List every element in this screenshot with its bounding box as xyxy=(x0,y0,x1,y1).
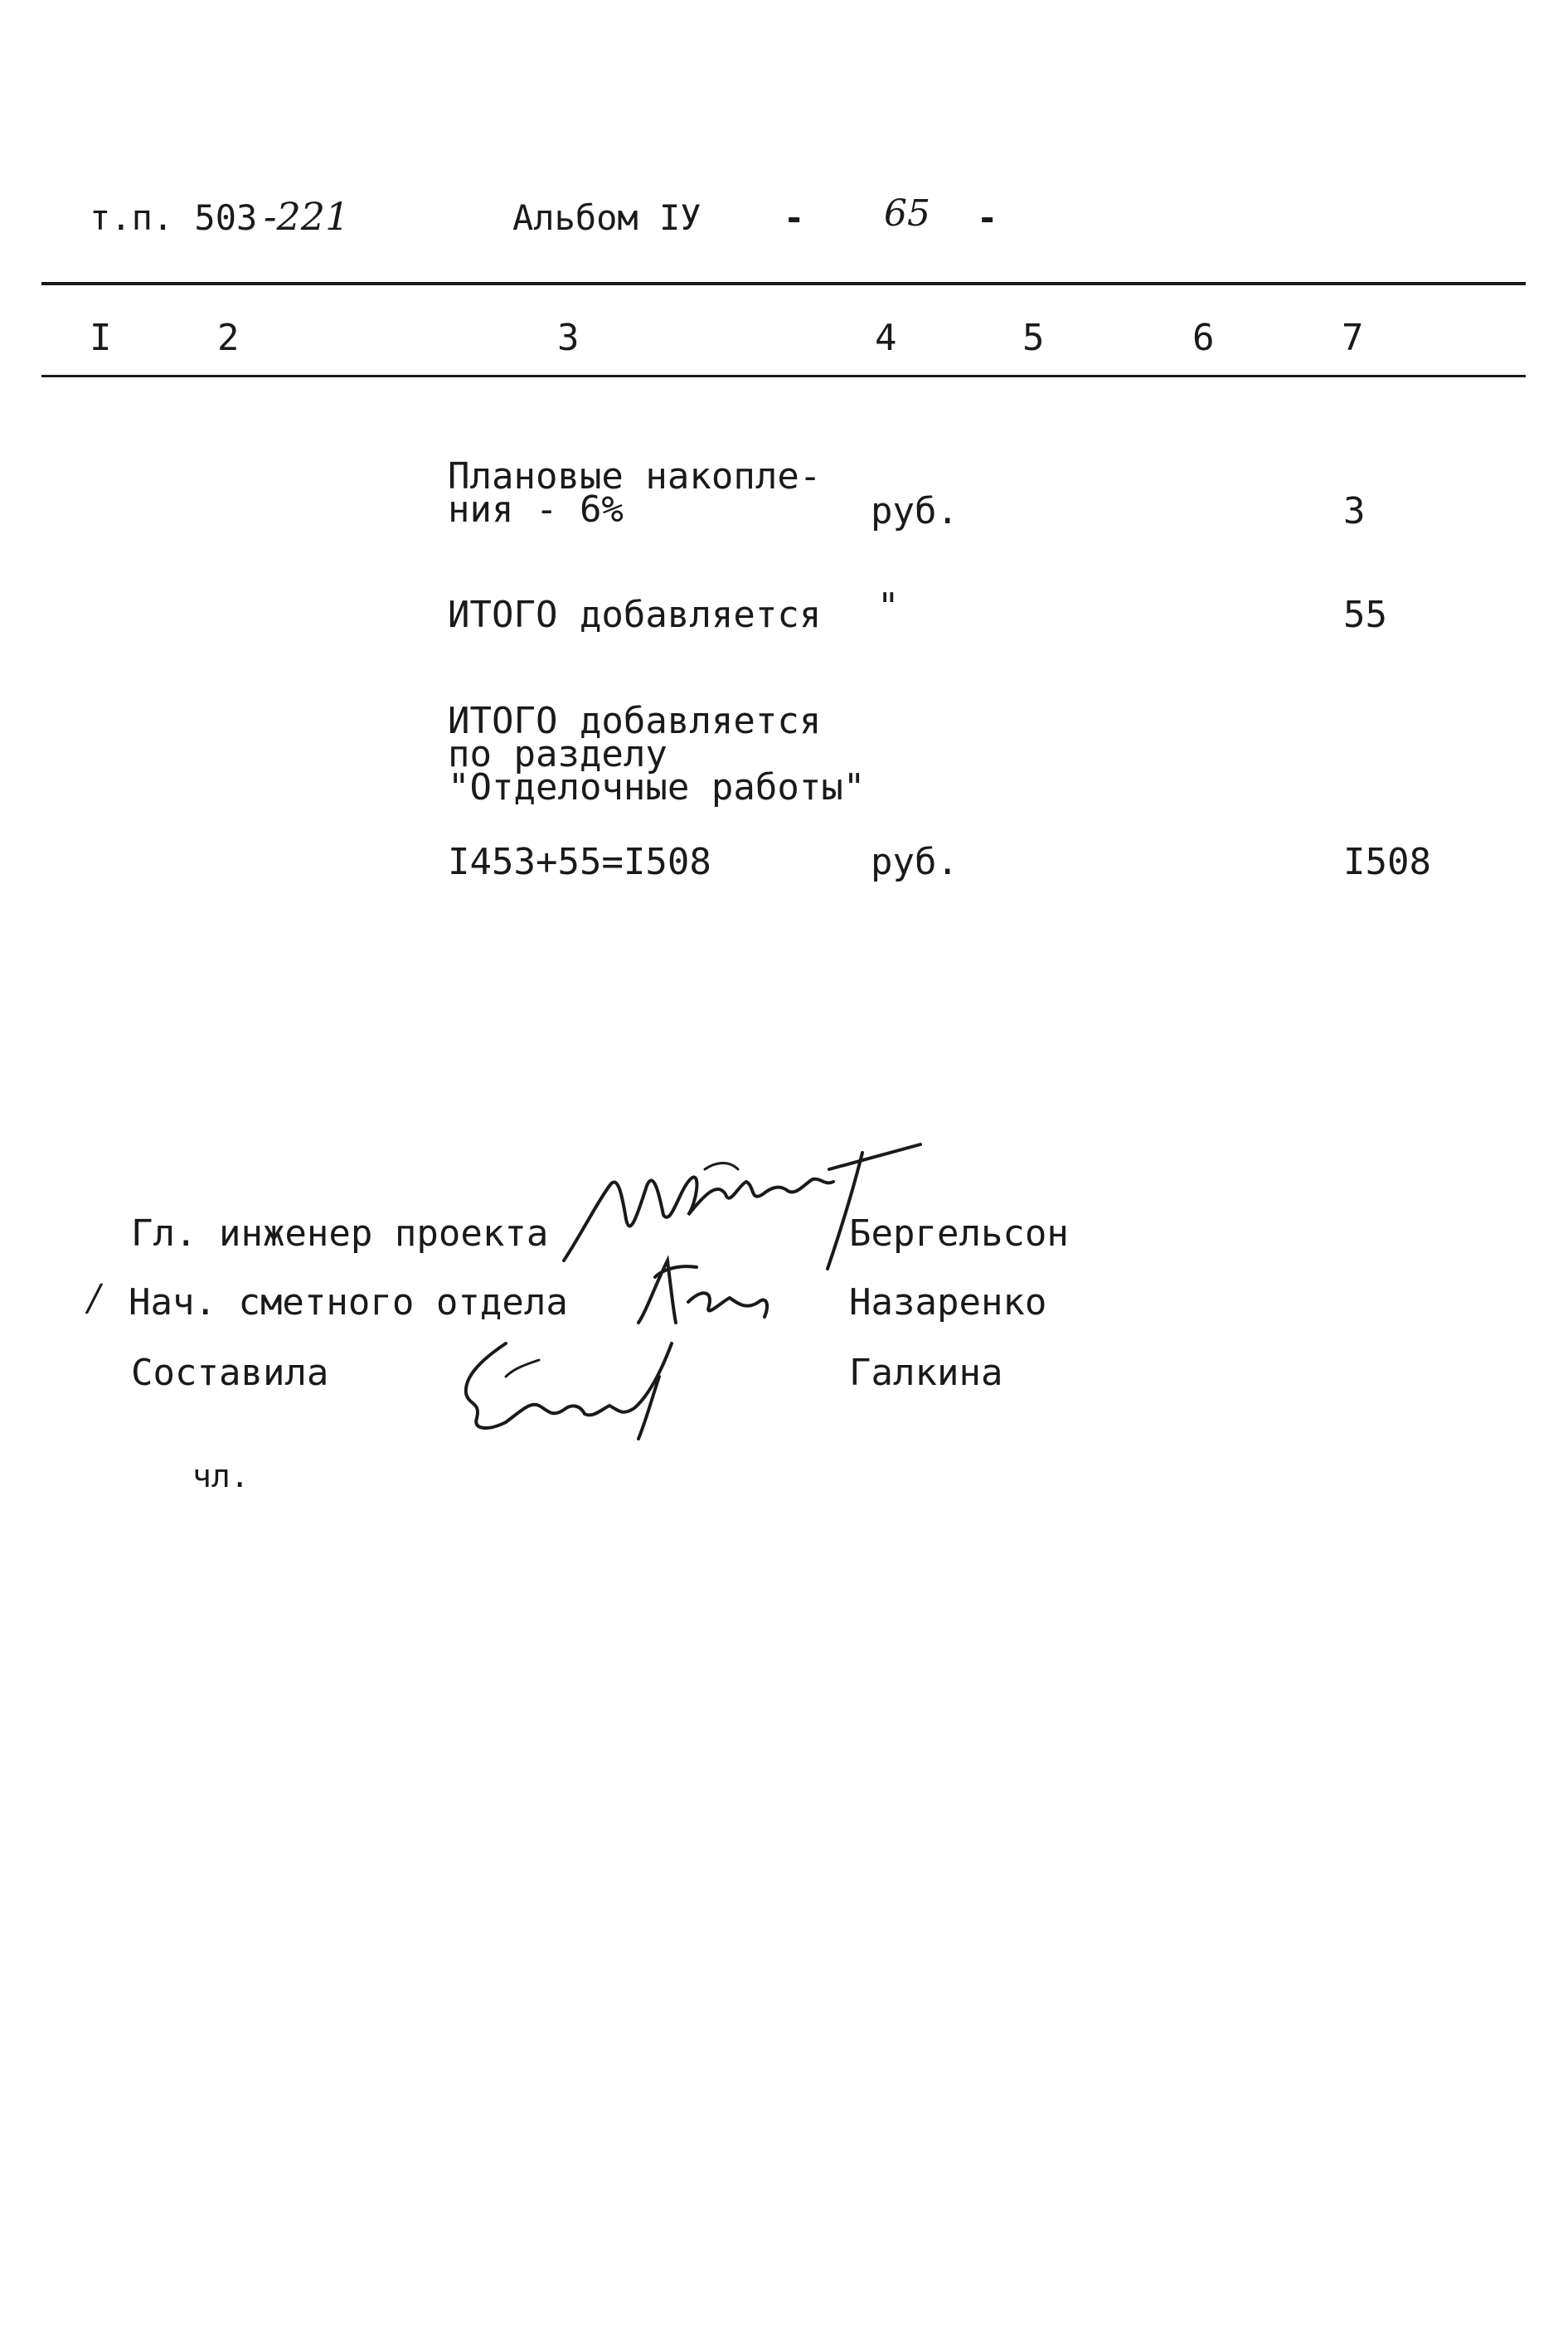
table-row-2-description: ИТОГО добавляется xyxy=(448,594,822,636)
signature-scribble-estimate-head xyxy=(622,1244,788,1335)
description-line: по разделу xyxy=(448,733,667,775)
doc-reference: т.п. 503 xyxy=(90,197,258,238)
signature-role-compiler: Составила xyxy=(131,1352,329,1394)
header-dash-right: - xyxy=(977,197,998,238)
column-number-1: I xyxy=(90,317,112,359)
signature-role-estimate-head: Нач. сметного отдела xyxy=(129,1281,568,1324)
album-label: Альбом IУ xyxy=(512,197,701,238)
table-row-1-unit: руб. xyxy=(871,490,959,532)
description-line: "Отделочные работы" xyxy=(448,766,866,809)
footer-note: чл. xyxy=(192,1458,250,1494)
column-number-3: 3 xyxy=(557,317,580,359)
header-dash-left: - xyxy=(784,197,805,238)
column-number-2: 2 xyxy=(217,317,240,359)
column-number-7: 7 xyxy=(1342,317,1364,359)
description-line: ИТОГО добавляется xyxy=(448,700,822,742)
page-number: 65 xyxy=(884,192,930,235)
table-row-2-unit: " xyxy=(877,585,900,628)
description-line: Плановые накопле- xyxy=(448,455,822,498)
table-row-1-value: 3 xyxy=(1343,490,1366,532)
column-header-rule xyxy=(41,375,1526,377)
table-row-1-description xyxy=(448,455,822,531)
signature-name-estimate-head: Назаренко xyxy=(849,1281,1047,1324)
column-number-5: 5 xyxy=(1022,317,1045,359)
column-number-6: 6 xyxy=(1192,317,1215,359)
header-rule xyxy=(41,282,1526,285)
signature-scribble-compiler xyxy=(448,1327,713,1443)
margin-mark: / xyxy=(88,1277,100,1319)
description-line: ния - 6% xyxy=(448,488,624,531)
table-row-4-unit: руб. xyxy=(871,841,959,883)
signature-role-chief-engineer: Гл. инженер проекта xyxy=(131,1212,549,1255)
column-number-4: 4 xyxy=(875,317,897,359)
signature-name-chief-engineer: Бергельсон xyxy=(849,1212,1069,1255)
table-row-4-description: I453+55=I508 xyxy=(448,841,711,883)
table-row-3-description xyxy=(448,700,866,809)
signature-name-compiler: Галкина xyxy=(849,1352,1003,1394)
table-row-4-value: I508 xyxy=(1343,841,1431,883)
table-row-2-value: 55 xyxy=(1343,594,1387,636)
doc-reference-handwritten: -221 xyxy=(264,194,350,239)
